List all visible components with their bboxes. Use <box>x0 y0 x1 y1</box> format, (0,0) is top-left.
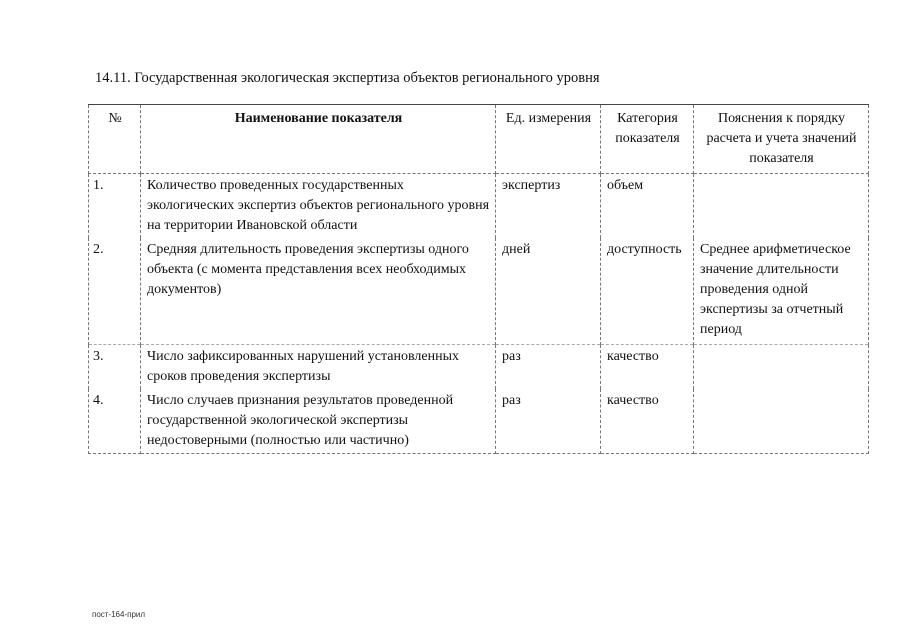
row-unit: экспертиз <box>496 174 601 239</box>
row-category: объем <box>601 174 694 239</box>
row-unit: раз <box>496 389 601 454</box>
row-name: Число случаев признания результатов проведенной государственной экологической экспертизы недостоверными (полностью или частично) <box>141 389 496 454</box>
row-name: Число зафиксированных нарушений установленных сроков проведения экспертизы <box>141 344 496 389</box>
row-notes: Среднее арифметическое значение длительности проведения одной экспертизы за отчетный период <box>694 238 869 344</box>
header-indicator-name: Наименование показателя <box>141 105 496 174</box>
table-row <box>89 344 869 389</box>
row-notes <box>694 389 869 454</box>
section-heading: 14.11. Государственная экологическая экспертиза объектов регионального уровня <box>95 70 600 86</box>
row-unit: раз <box>496 344 601 389</box>
table-row <box>89 238 869 344</box>
row-category: доступность <box>601 238 694 344</box>
indicators-table <box>88 104 869 454</box>
table-header-row <box>89 105 869 174</box>
row-name: Количество проведенных государственных экологических экспертиз объектов регионального уровня на территории Ивановской области <box>141 174 496 239</box>
row-category: качество <box>601 344 694 389</box>
row-number: 2. <box>89 238 141 344</box>
header-unit: Ед. измерения <box>496 105 601 174</box>
row-number: 4. <box>89 389 141 454</box>
row-notes <box>694 174 869 239</box>
header-notes: Пояснения к порядку расчета и учета значений показателя <box>694 105 869 174</box>
row-number: 1. <box>89 174 141 239</box>
table-row <box>89 389 869 454</box>
header-category: Категория показателя <box>601 105 694 174</box>
row-unit: дней <box>496 238 601 344</box>
row-number: 3. <box>89 344 141 389</box>
footer-filename: пост-164-прил <box>92 610 146 619</box>
table-row <box>89 174 869 239</box>
row-notes <box>694 344 869 389</box>
row-category: качество <box>601 389 694 454</box>
row-name: Средняя длительность проведения экспертизы одного объекта (с момента представления всех необходимых документов) <box>141 238 496 344</box>
header-number: № <box>89 105 141 174</box>
